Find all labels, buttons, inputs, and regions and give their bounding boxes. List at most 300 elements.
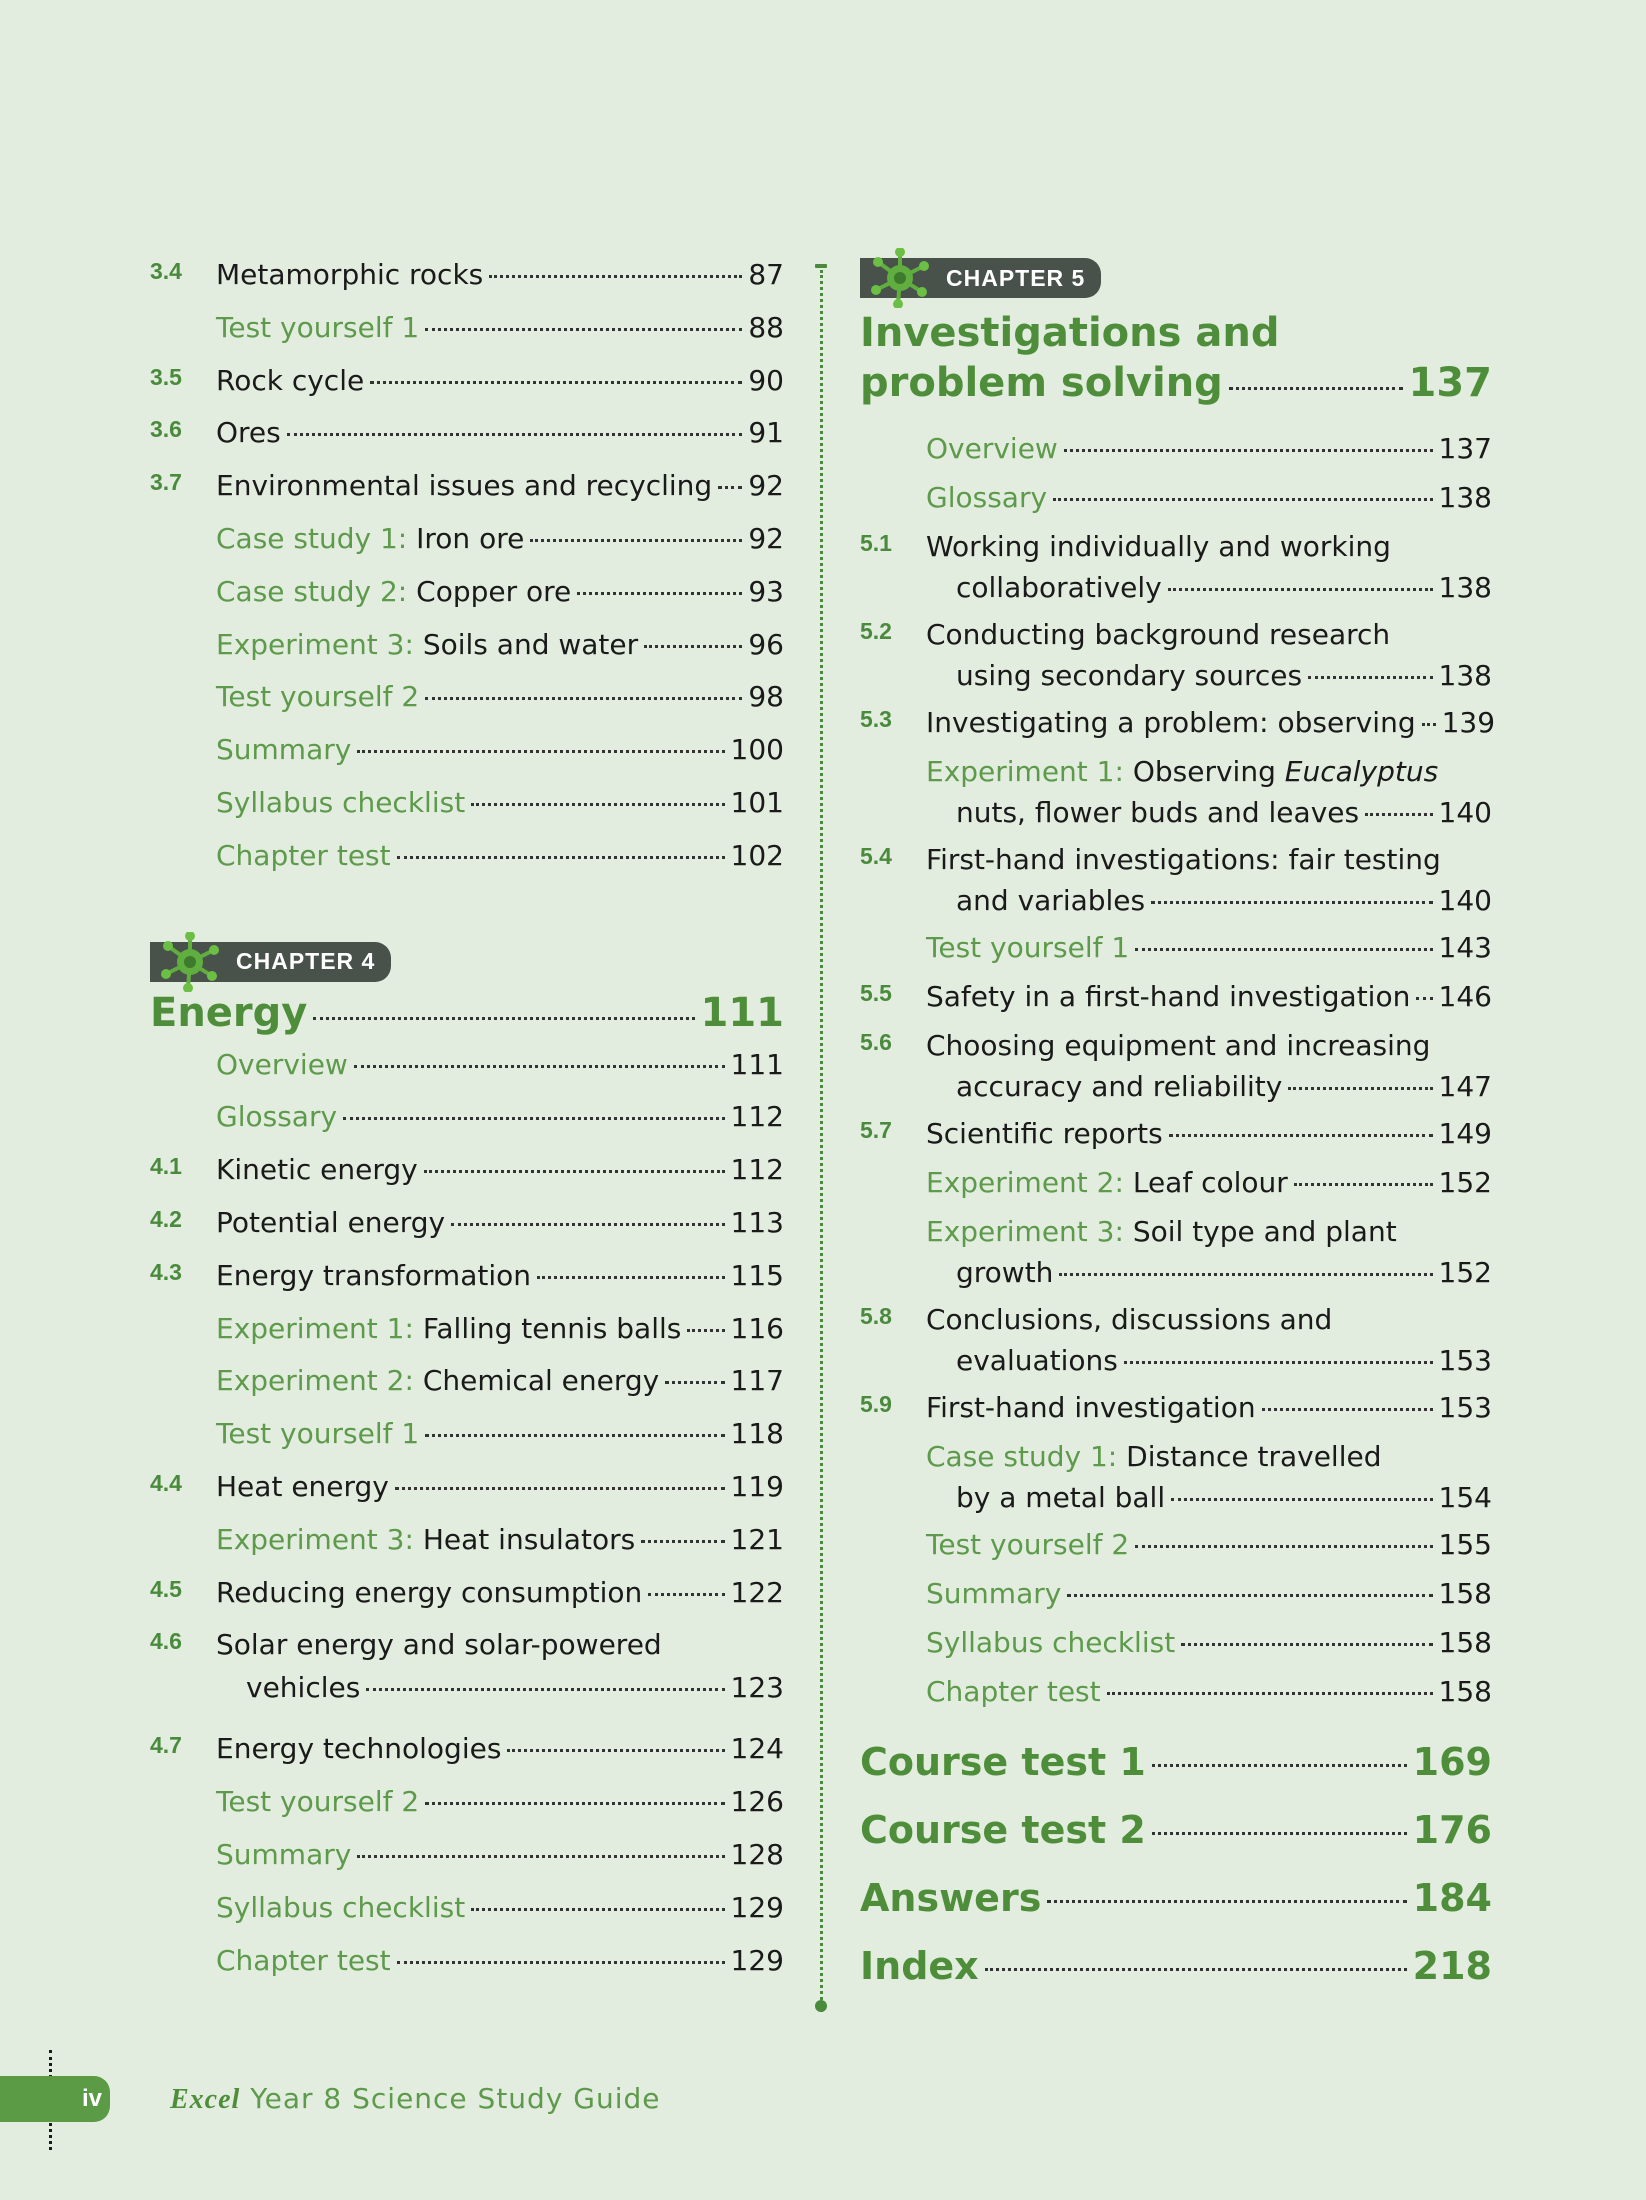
toc-entry-row xyxy=(150,680,784,713)
back-matter-page: 169 xyxy=(1412,1740,1492,1784)
toc-entry-row xyxy=(860,618,1492,651)
entry-label: Experiment 1: xyxy=(216,1311,414,1345)
entry-title-text: Choosing equipment and increasing xyxy=(926,1029,1431,1062)
back-matter-entry xyxy=(860,1876,1492,1944)
toc-entry-title xyxy=(216,1259,531,1292)
section-number: 5.2 xyxy=(860,618,892,644)
page-number: 93 xyxy=(748,574,784,608)
toc-entry-row xyxy=(150,364,784,397)
toc-entry-row-continued xyxy=(860,571,1492,604)
toc-entry-row xyxy=(860,1117,1492,1150)
toc-entry-title xyxy=(216,416,281,449)
entry-label: Test yourself 2 xyxy=(926,1528,1130,1561)
page-number: 153 xyxy=(1438,1344,1492,1377)
toc-entry-title xyxy=(926,1626,1175,1659)
toc-entry-title xyxy=(926,931,1129,964)
toc-entry xyxy=(150,1785,784,1838)
entry-title-text: Heat insulators xyxy=(422,1522,636,1556)
toc-entry xyxy=(150,786,784,839)
section-number: 4.5 xyxy=(150,1575,182,1602)
toc-entry-title xyxy=(216,1576,642,1609)
entry-label: Experiment 1: xyxy=(926,755,1124,788)
entry-label: Experiment 2: xyxy=(216,1364,414,1398)
toc-entry-row xyxy=(150,1838,784,1871)
dot-leader xyxy=(1422,723,1436,726)
toc-entry xyxy=(150,258,784,311)
toc-entry xyxy=(150,364,784,417)
page-number: 111 xyxy=(730,1047,784,1081)
entry-title-text: Investigating a problem: observing xyxy=(926,706,1416,739)
toc-entry-row xyxy=(150,575,784,608)
chapter-4-heading xyxy=(150,942,784,1048)
toc-entry-row xyxy=(150,469,784,502)
page-number: 115 xyxy=(730,1258,784,1292)
toc-entry xyxy=(150,1153,784,1206)
page-number: 102 xyxy=(730,838,784,872)
toc-entry xyxy=(150,1417,784,1470)
toc-entry-title xyxy=(216,786,465,819)
back-matter xyxy=(860,1740,1492,2012)
page-number: 139 xyxy=(1441,706,1496,739)
dot-leader xyxy=(687,1329,724,1332)
entry-label: Chapter test xyxy=(926,1675,1101,1708)
dot-leader xyxy=(1262,1408,1433,1411)
entry-title-text: evaluations xyxy=(956,1344,1118,1377)
toc-entry-title xyxy=(216,733,351,766)
page-number: 146 xyxy=(1438,980,1492,1013)
page-number: 138 xyxy=(1438,659,1492,692)
toc-entry-title xyxy=(216,1785,419,1818)
entry-label: Glossary xyxy=(926,481,1048,514)
entry-title-text: Kinetic energy xyxy=(216,1153,418,1187)
entry-title-text: Observing xyxy=(1132,755,1276,788)
dot-leader xyxy=(1308,676,1432,679)
toc-entry-title xyxy=(216,575,571,608)
toc-entry-row xyxy=(860,1675,1492,1708)
toc-entry xyxy=(860,980,1492,1029)
toc-entry-title xyxy=(216,680,419,713)
toc-entry xyxy=(860,1391,1492,1440)
toc-entry xyxy=(860,530,1492,618)
toc-entry-title xyxy=(216,311,419,344)
dot-leader xyxy=(644,645,742,648)
toc-entry-row xyxy=(860,1166,1492,1199)
toc-entry-title xyxy=(216,1206,445,1239)
entry-label: Experiment 3: xyxy=(926,1215,1124,1248)
toc-entry-row xyxy=(150,1891,784,1924)
entry-title-text: Falling tennis balls xyxy=(422,1311,682,1345)
toc-entry-title xyxy=(926,1215,1397,1248)
toc-entry-row xyxy=(150,258,784,291)
toc-entry-title xyxy=(216,1523,635,1556)
toc-entry-row xyxy=(860,1528,1492,1561)
dot-leader xyxy=(451,1223,724,1226)
page-number: 92 xyxy=(748,521,784,555)
toc-entry-row-continued xyxy=(860,884,1492,917)
entry-title-italic: Eucalyptus xyxy=(1284,755,1439,788)
dot-leader xyxy=(1064,449,1433,452)
page-number: 140 xyxy=(1438,884,1492,917)
toc-entry-row xyxy=(860,1440,1492,1473)
entry-label: Test yourself 1 xyxy=(216,310,420,344)
dot-leader xyxy=(577,592,742,595)
toc-entry-title xyxy=(926,1391,1256,1424)
toc-entry xyxy=(150,1364,784,1417)
back-matter-title: Course test 1 xyxy=(860,1740,1146,1784)
toc-entry-title xyxy=(926,843,1441,876)
entry-title-text: Safety in a first-hand investigation xyxy=(926,980,1411,1013)
toc-entry-row xyxy=(150,628,784,661)
dot-leader xyxy=(397,856,725,859)
page-number: 118 xyxy=(730,1417,784,1451)
page-number: 152 xyxy=(1438,1256,1492,1289)
toc-entry-row xyxy=(150,1470,784,1503)
page-number: 91 xyxy=(748,416,784,450)
page-number: 137 xyxy=(1438,432,1492,465)
back-matter-title: Answers xyxy=(860,1876,1042,1920)
page-number: 153 xyxy=(1438,1391,1492,1424)
toc-entry xyxy=(860,1117,1492,1166)
toc-entry-row xyxy=(860,1029,1492,1062)
toc-entry-row xyxy=(860,481,1492,514)
toc-entry-title xyxy=(926,1303,1332,1336)
toc-entry xyxy=(150,1048,784,1101)
entry-title-text: Reducing energy consumption xyxy=(216,1575,643,1609)
toc-entry-title xyxy=(216,1100,337,1133)
toc-entry-title xyxy=(926,1675,1101,1708)
section-number: 5.3 xyxy=(860,706,892,732)
dot-leader xyxy=(366,1688,724,1691)
toc-entry-title xyxy=(216,1312,681,1345)
toc-entry-row-continued xyxy=(860,1481,1492,1514)
toc-entry-row xyxy=(860,1577,1492,1610)
toc-entry-row xyxy=(150,1732,784,1765)
footer-book-title xyxy=(170,2076,661,2123)
entry-title-text: Metamorphic rocks xyxy=(216,258,484,291)
entry-title-text: Copper ore xyxy=(416,574,572,608)
toc-entry-title xyxy=(216,839,391,872)
page-number: 96 xyxy=(748,627,784,661)
page-number: 90 xyxy=(748,363,784,397)
section-number: 4.1 xyxy=(150,1153,182,1180)
toc-entry-row xyxy=(150,1259,784,1292)
toc-entry-row xyxy=(150,1153,784,1186)
section-number: 5.7 xyxy=(860,1117,892,1143)
toc-entry xyxy=(150,680,784,733)
column-divider-cap xyxy=(815,264,827,268)
section-number: 5.6 xyxy=(860,1029,892,1055)
toc-entry xyxy=(150,1891,784,1944)
entry-title-text: First-hand investigation xyxy=(926,1391,1256,1424)
toc-entry-title xyxy=(926,432,1058,465)
toc-entry-row xyxy=(860,755,1492,788)
dot-leader xyxy=(530,539,742,542)
chapter-tab xyxy=(860,258,1101,298)
entry-title-text: Energy transformation xyxy=(216,1258,531,1292)
entry-label: Overview xyxy=(926,432,1058,465)
toc-entry xyxy=(860,1215,1492,1303)
toc-entry-title xyxy=(926,481,1047,514)
back-matter-entry xyxy=(860,1944,1492,2012)
entry-label: Test yourself 1 xyxy=(216,1417,420,1451)
toc-entry-title xyxy=(926,755,1438,788)
page-number: 101 xyxy=(730,785,784,819)
section-number: 3.6 xyxy=(150,416,182,443)
page-number: 112 xyxy=(730,1100,784,1134)
toc-entry xyxy=(150,1732,784,1785)
entry-title-text: Distance travelled xyxy=(1126,1440,1382,1473)
dot-leader xyxy=(665,1381,724,1384)
entry-title-text: growth xyxy=(956,1256,1054,1289)
dot-leader xyxy=(471,803,724,806)
section-number: 4.4 xyxy=(150,1469,182,1496)
toc-entry-title xyxy=(926,1029,1430,1062)
toc-entry-row-continued xyxy=(860,1070,1492,1103)
toc-entry-title xyxy=(926,530,1391,563)
section-number: 5.8 xyxy=(860,1303,892,1329)
entry-label: Summary xyxy=(216,733,352,767)
toc-entry-row xyxy=(860,843,1492,876)
chapter-tab-label: CHAPTER 5 xyxy=(946,264,1086,291)
toc-entry xyxy=(860,1626,1492,1675)
toc-entry-row xyxy=(150,1523,784,1556)
dot-leader xyxy=(1124,1361,1433,1364)
entry-label: Summary xyxy=(216,1837,352,1871)
toc-entry-row xyxy=(860,1303,1492,1336)
toc-entry-row xyxy=(150,1048,784,1081)
entry-label: Case study 2: xyxy=(216,574,408,608)
entry-title-text: First-hand investigations: fair testing xyxy=(926,843,1441,876)
back-matter-title: Index xyxy=(860,1944,979,1988)
section-number: 5.4 xyxy=(860,843,892,869)
toc-entry-title xyxy=(926,1528,1129,1561)
toc-entry-row xyxy=(150,416,784,449)
page-number: 123 xyxy=(730,1671,784,1705)
toc-entry xyxy=(150,1523,784,1576)
back-matter-row xyxy=(860,1876,1492,1920)
page-footer xyxy=(0,2076,1646,2122)
toc-entry xyxy=(150,1312,784,1365)
toc-entry-title xyxy=(926,618,1390,651)
toc-entry-row xyxy=(150,1417,784,1450)
toc-entry-title xyxy=(216,628,638,661)
page-number: 98 xyxy=(748,680,784,714)
virus-icon xyxy=(870,248,930,308)
page-number: 126 xyxy=(730,1785,784,1819)
toc-entry xyxy=(150,1259,784,1312)
toc-entry xyxy=(150,1100,784,1153)
dot-leader xyxy=(357,1855,724,1858)
chapter-tab xyxy=(150,942,391,982)
toc-entry-title xyxy=(216,522,524,555)
toc-entry xyxy=(860,706,1496,755)
toc-entry xyxy=(860,931,1492,980)
toc-entry-row-continued xyxy=(860,1256,1492,1289)
back-matter-entry xyxy=(860,1740,1492,1808)
page-number: 154 xyxy=(1438,1481,1492,1514)
toc-entry xyxy=(150,1838,784,1891)
toc-entry xyxy=(860,1029,1492,1117)
dot-leader xyxy=(357,750,724,753)
toc-entry-row-continued xyxy=(860,796,1492,829)
toc-entry-title xyxy=(216,1048,348,1081)
entry-title-text: Iron ore xyxy=(416,521,525,555)
toc-entry xyxy=(150,1628,784,1732)
dot-leader xyxy=(1365,813,1432,816)
dot-leader xyxy=(287,433,743,436)
entry-title-text: Leaf colour xyxy=(1132,1166,1288,1199)
dot-leader xyxy=(1229,387,1403,390)
dot-leader xyxy=(1053,498,1433,501)
entry-title-text: Environmental issues and recycling xyxy=(216,469,713,503)
entry-title-text: Potential energy xyxy=(216,1205,446,1239)
dot-leader xyxy=(1294,1183,1433,1186)
chapter-5-heading xyxy=(860,258,1492,432)
back-matter-row xyxy=(860,1808,1492,1852)
toc-entry-row xyxy=(150,839,784,872)
entry-title-text: Energy technologies xyxy=(216,1732,502,1766)
toc-entry xyxy=(150,839,784,892)
dot-leader xyxy=(1168,588,1433,591)
dot-leader xyxy=(313,1017,694,1020)
page-number: 87 xyxy=(748,258,784,291)
entry-label: Experiment 3: xyxy=(216,1522,414,1556)
entry-label: Chapter test xyxy=(216,1943,391,1977)
dot-leader xyxy=(718,486,742,489)
page-number: 124 xyxy=(730,1732,784,1766)
toc-entry xyxy=(860,843,1492,931)
page-number: 138 xyxy=(1438,481,1492,514)
page-number: 121 xyxy=(730,1522,784,1556)
dot-leader xyxy=(1152,1832,1407,1835)
dot-leader xyxy=(370,381,742,384)
toc-entry-title xyxy=(926,706,1416,739)
dot-leader xyxy=(425,1434,724,1437)
entry-title-text: accuracy and reliability xyxy=(956,1070,1283,1103)
dot-leader xyxy=(424,1170,725,1173)
toc-entry-row-continued xyxy=(860,1344,1492,1377)
entry-label: Syllabus checklist xyxy=(216,1890,466,1924)
page-number: 158 xyxy=(1438,1675,1492,1708)
entry-label: Syllabus checklist xyxy=(216,785,466,819)
dot-leader xyxy=(425,328,742,331)
dot-leader xyxy=(489,275,742,278)
section-number: 3.5 xyxy=(150,363,182,390)
toc-left-column xyxy=(150,258,784,1996)
dot-leader xyxy=(425,1802,724,1805)
back-matter-page: 218 xyxy=(1412,1944,1492,1988)
entry-title-text: Rock cycle xyxy=(216,363,365,397)
entry-label: Overview xyxy=(216,1047,348,1081)
page-number: 143 xyxy=(1438,931,1492,964)
toc-entry-row xyxy=(150,1576,784,1609)
toc-entry-title xyxy=(216,1470,389,1503)
chapter-title-row xyxy=(860,308,1492,358)
toc-entry xyxy=(150,522,784,575)
toc-entry-row xyxy=(150,522,784,555)
toc-entry-title xyxy=(926,980,1410,1013)
entry-label: Test yourself 2 xyxy=(216,1785,420,1819)
toc-entry-row xyxy=(150,1206,784,1239)
page-number: 129 xyxy=(730,1943,784,1977)
section-number: 4.7 xyxy=(150,1732,182,1759)
dot-leader xyxy=(537,1276,725,1279)
toc-entry-title xyxy=(926,1440,1381,1473)
toc-entry-title xyxy=(216,364,364,397)
toc-entry-title xyxy=(216,258,483,291)
section-number: 4.6 xyxy=(150,1628,182,1655)
page-number: 100 xyxy=(730,733,784,767)
back-matter-entry xyxy=(860,1808,1492,1876)
entry-label: Test yourself 1 xyxy=(926,931,1130,964)
page-number: 158 xyxy=(1438,1577,1492,1610)
toc-entry-row-continued xyxy=(860,659,1492,692)
chapter-title-text: Investigations and xyxy=(860,310,1280,356)
back-matter-title: Course test 2 xyxy=(860,1808,1146,1852)
back-matter-page: 184 xyxy=(1412,1876,1492,1920)
chapter-title xyxy=(860,308,1492,408)
entry-title-text: Working individually and working xyxy=(926,530,1391,563)
entry-title-text: Solar energy and solar-powered xyxy=(216,1628,662,1662)
toc-entry xyxy=(150,311,784,364)
chapter-page: 137 xyxy=(1408,360,1492,406)
toc-entry-row xyxy=(150,1100,784,1133)
dot-leader xyxy=(395,1487,725,1490)
toc-entry-title xyxy=(216,1838,351,1871)
dot-leader xyxy=(641,1540,724,1543)
toc-entry-row xyxy=(860,1391,1492,1424)
entry-label: Experiment 2: xyxy=(926,1166,1124,1199)
dot-leader xyxy=(1171,1498,1432,1501)
toc-entry xyxy=(860,1440,1492,1528)
toc-entry-title xyxy=(926,1117,1163,1150)
entry-label: Test yourself 2 xyxy=(216,680,420,714)
chapter-title-text: problem solving xyxy=(860,360,1223,406)
page-number: 129 xyxy=(730,1890,784,1924)
dot-leader xyxy=(1181,1643,1432,1646)
chapter-title xyxy=(150,990,784,1048)
toc-entry xyxy=(150,1470,784,1523)
page-number: 92 xyxy=(748,469,784,503)
footer-title: Year 8 Science Study Guide xyxy=(250,2082,661,2115)
dot-leader xyxy=(343,1117,725,1120)
toc-entry-title xyxy=(216,469,712,502)
page-number: 158 xyxy=(1438,1626,1492,1659)
entry-label: Glossary xyxy=(216,1100,338,1134)
page-number: 88 xyxy=(748,310,784,344)
toc-entry-row-continued xyxy=(150,1671,784,1704)
page-number: 117 xyxy=(730,1364,784,1398)
section-number: 5.1 xyxy=(860,530,892,556)
dot-leader xyxy=(1151,901,1432,904)
page-number: 112 xyxy=(730,1153,784,1187)
dot-leader xyxy=(985,1968,1407,1971)
entry-label: Chapter test xyxy=(216,838,391,872)
dot-leader xyxy=(1416,997,1432,1000)
section-number: 3.7 xyxy=(150,469,182,496)
toc-entry-title xyxy=(216,1891,465,1924)
entry-title-text: nuts, flower buds and leaves xyxy=(956,796,1360,829)
toc-entry xyxy=(150,575,784,628)
entry-title-text: Chemical energy xyxy=(422,1364,660,1398)
back-matter-page: 176 xyxy=(1412,1808,1492,1852)
toc-entry-title xyxy=(216,1944,391,1977)
chapter-title-row xyxy=(150,990,784,1036)
toc-entry xyxy=(150,416,784,469)
footer-brand: Excel xyxy=(170,2084,241,2115)
toc-entry-row xyxy=(860,530,1492,563)
toc-entry-row xyxy=(150,1364,784,1397)
